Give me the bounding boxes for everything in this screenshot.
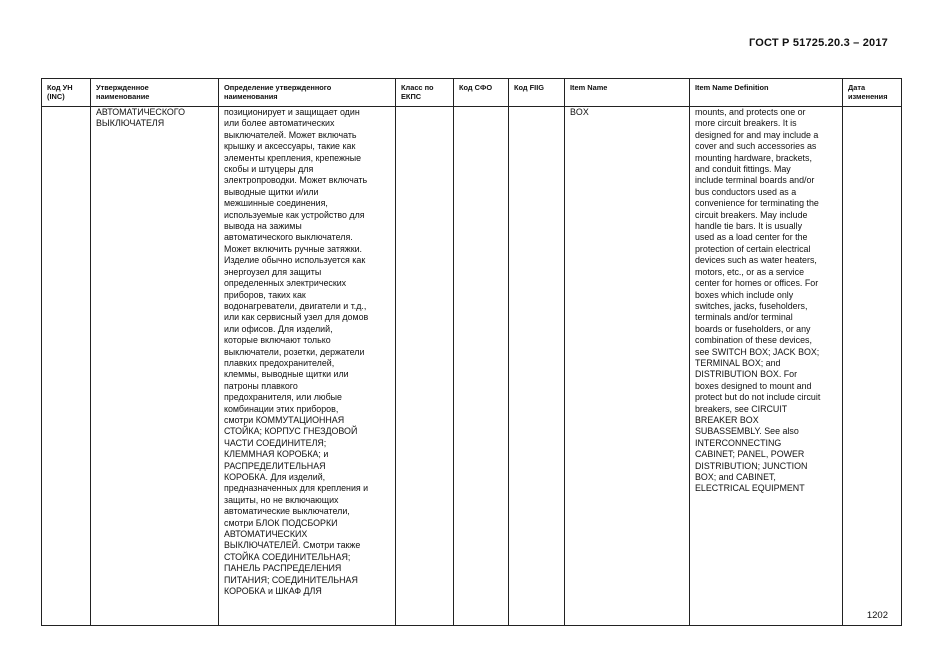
table-header-row: [42, 79, 902, 107]
cell-change-date: [843, 107, 902, 626]
col-header-approved-name: Утвержденное наименование: [91, 79, 219, 107]
col-header-change-date: Дата изменения: [843, 79, 902, 107]
cell-ekps-class: [396, 107, 454, 626]
document-id: ГОСТ Р 51725.20.3 – 2017: [748, 37, 888, 49]
col-header-item-name: Item Name: [565, 79, 690, 107]
cell-fiig-code: [509, 107, 565, 626]
cell-definition-ru: позиционирует и защищает один или более автоматических выключателей. Может включать крышку и аксессуары, такие как элементы крепления, крепежные скобы и штуцеры для электропроводки. Может включать выводные щитки и/или межшинные соединения, используемые как устройство для вывода на зажимы автоматического выключателя. Может включить ручные затяжки. Изделие обычно используется как энергоузел для защиты определенных электрических приборов, таких как водонагреватели, двигатели и т.д., или как сервисный узел для домов или офисов. Для изделий, которые включают только выключатели, розетки, держатели плавких предохранителей, клеммы, выводные щитки или патроны плавкого предохранителя, или любые комбинации этих приборов, смотри КОММУТАЦИОННАЯ СТОЙКА; КОРПУС ГНЕЗДОВОЙ ЧАСТИ СОЕДИНИТЕЛЯ; КЛЕММНАЯ КОРОБКА; и РАСПРЕДЕЛИТЕЛЬНАЯ КОРОБКА. Для изделий, предназначенных для крепления и защиты, но не включающих автоматические выключатели, смотри БЛОК ПОДСБОРКИ АВТОМАТИЧЕСКИХ ВЫКЛЮЧАТЕЛЕЙ. Смотри также СТОЙКА СОЕДИНИТЕЛЬНАЯ; ПАНЕЛЬ РАСПРЕДЕЛЕНИЯ ПИТАНИЯ; СОЕДИНИТЕЛЬНАЯ КОРОБКА и ШКАФ ДЛЯ: [219, 107, 396, 626]
col-header-inc: Код УН (INC): [42, 79, 91, 107]
col-header-item-name-definition: Item Name Definition: [690, 79, 843, 107]
cell-item-name: BOX: [565, 107, 690, 626]
table-row: [42, 107, 902, 626]
cell-inc: [42, 107, 91, 626]
col-header-sfo-code: Код СФО: [454, 79, 509, 107]
page-number: 1202: [866, 610, 888, 621]
cell-definition-en: mounts, and protects one or more circuit breakers. It is designed for and may include a cover and such accessories as mounting hardware, brackets, and conduit fittings. May include terminal boards and/or bus conductors used as a convenience for terminating the circuit breakers. May include handle tie bars. It is usually used as a load center for the protection of certain electrical devices such as water heaters, motors, etc., or as a service center for homes or offices. For boxes which include only switches, jacks, fuseholders, terminals and/or terminal boards or fuseholders, or any combination of these devices, see SWITCH BOX; JACK BOX; TERMINAL BOX; and DISTRIBUTION BOX. For boxes designed to mount and protect but do not include circuit breakers, see CIRCUIT BREAKER BOX SUBASSEMBLY. See also INTERCONNECTING CABINET; PANEL, POWER DISTRIBUTION; JUNCTION BOX; and CABINET, ELECTRICAL EQUIPMENT: [690, 107, 843, 626]
cell-sfo-code: [454, 107, 509, 626]
cell-approved-name: АВТОМАТИЧЕСКОГО ВЫКЛЮЧАТЕЛЯ: [91, 107, 219, 626]
col-header-ekps-class: Класс по ЕКПС: [396, 79, 454, 107]
col-header-fiig-code: Код FIIG: [509, 79, 565, 107]
col-header-definition-ru: Определение утвержденного наименования: [219, 79, 396, 107]
catalog-table: [41, 78, 902, 626]
